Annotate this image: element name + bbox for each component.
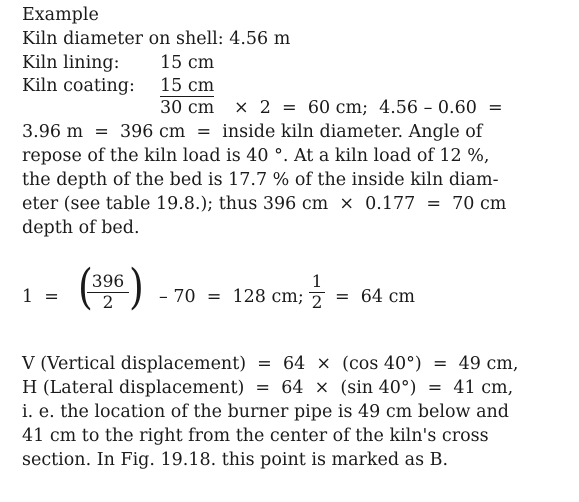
sum-calculation: × 2 = 60 cm; 4.56 – 0.60 =: [234, 98, 503, 118]
paragraph-line: eter (see table 19.8.); thus 396 cm × 0.177 = 70 cm: [22, 194, 507, 214]
kiln-lining-label: Kiln lining:: [22, 53, 120, 73]
equation-middle: – 70 = 128 cm;: [159, 287, 304, 307]
fraction-numerator: 396: [87, 272, 129, 293]
paragraph-line: repose of the kiln load is 40 °. At a kiln load of 12 %,: [22, 146, 490, 166]
fraction-1-over-2: [309, 272, 325, 313]
fraction-numerator: 1: [309, 272, 325, 293]
lateral-displacement-line: H (Lateral displacement) = 64 × (sin 40°) = 41 cm,: [22, 378, 514, 398]
kiln-lining-value: 15 cm: [160, 53, 215, 73]
fraction-denominator: 2: [311, 293, 323, 313]
vertical-displacement-line: V (Vertical displacement) = 64 × (cos 40°) = 49 cm,: [22, 354, 519, 374]
right-parenthesis: ): [129, 259, 144, 315]
paragraph-line: the depth of the bed is 17.7 % of the inside kiln diam-: [22, 170, 499, 190]
fraction-denominator: 2: [102, 293, 114, 313]
equation-rhs: = 64 cm: [335, 287, 416, 307]
left-parenthesis: (: [78, 259, 93, 315]
sum-total: 30 cm: [160, 98, 215, 118]
paragraph-line: depth of bed.: [22, 218, 140, 238]
kiln-coating-label: Kiln coating:: [22, 76, 135, 96]
fraction-396-over-2: [87, 272, 129, 313]
kiln-diameter-line: Kiln diameter on shell: 4.56 m: [22, 29, 291, 49]
conclusion-line: 41 cm to the right from the center of the kiln's cross: [22, 426, 489, 446]
kiln-coating-value: 15 cm: [160, 76, 215, 96]
example-heading: Example: [22, 5, 99, 25]
conclusion-line: i. e. the location of the burner pipe is 49 cm below and: [22, 402, 509, 422]
paragraph-line: 3.96 m = 396 cm = inside kiln diameter. Angle of: [22, 122, 483, 142]
conclusion-line: section. In Fig. 19.18. this point is marked as B.: [22, 450, 449, 470]
equation-lhs: 1 =: [22, 287, 59, 307]
